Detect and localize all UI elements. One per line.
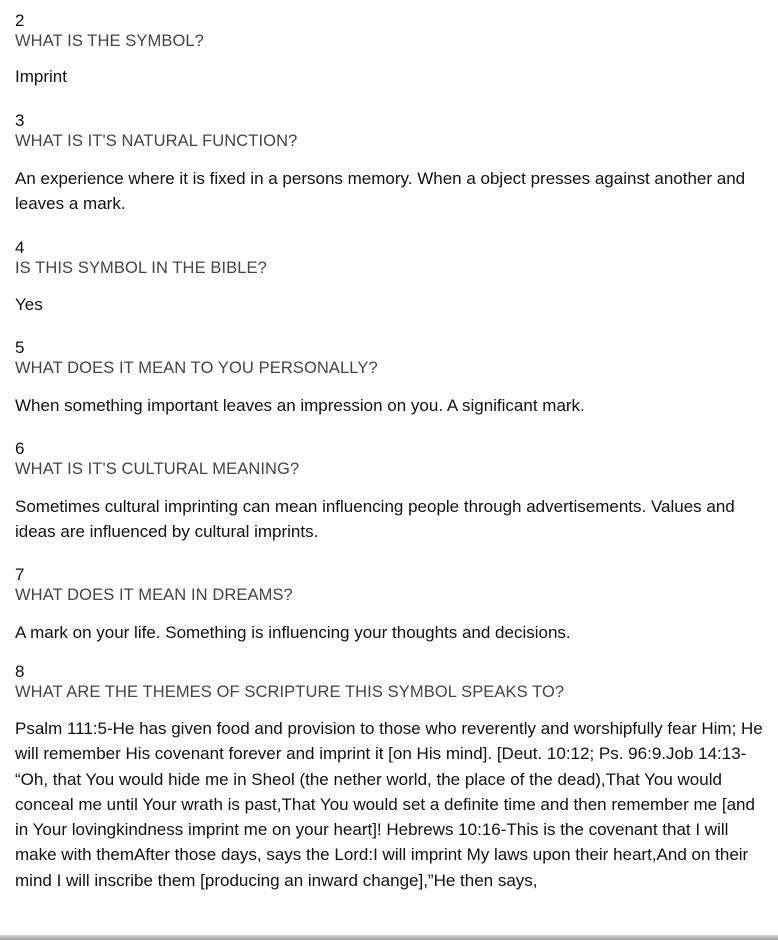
question-label: WHAT ARE THE THEMES OF SCRIPTURE THIS SYMBOL SPEAKS TO? (15, 683, 565, 701)
answer-text: Imprint (15, 67, 67, 86)
qa-item-6 (15, 438, 763, 545)
question-label: WHAT DOES IT MEAN TO YOU PERSONALLY? (15, 359, 378, 377)
answer-text: Psalm 111:5-He has given food and provision to those who reverently and worshipfully fear Him; He will remember His covenant forever and imprint it [on His mind]. [Deut. 10:12; Ps. 96:9.Job 14:13- “Oh, that You would hide me in Sheol (the nether world, the place of the dead),That You would conceal me until Your wrath is past,That You would set a definite time and then remember me [and in Your lovingkindness imprint me on your heart]! Hebrews 10:16-This is the covenant that I will make with themAfter those days, says the Lord:I will imprint My laws upon their heart,And on their mind I will inscribe them [producing an inward change],”He then says, (15, 719, 763, 890)
item-number: 2 (15, 11, 25, 30)
item-number: 3 (15, 110, 25, 130)
qa-item-2 (15, 10, 763, 90)
item-number: 5 (15, 338, 25, 357)
qa-item-5 (15, 337, 763, 419)
qa-item-3 (15, 110, 763, 217)
answer-text: Yes (15, 294, 43, 314)
qa-item-8 (15, 661, 763, 893)
answer-text: When something important leaves an impression on you. A significant mark. (15, 396, 585, 415)
question-label: WHAT IS IT'S NATURAL FUNCTION? (15, 131, 298, 150)
answer-text: An experience where it is fixed in a persons memory. When a object presses against another and leaves a mark. (15, 168, 746, 213)
question-label: WHAT IS IT'S CULTURAL MEANING? (15, 459, 300, 478)
question-label: WHAT DOES IT MEAN IN DREAMS? (15, 585, 293, 604)
item-number: 6 (15, 438, 25, 458)
qa-item-4 (15, 237, 763, 318)
item-number: 8 (15, 662, 25, 681)
item-number: 4 (15, 237, 25, 257)
qa-item-7 (15, 564, 763, 646)
answer-text: A mark on your life. Something is influencing your thoughts and decisions. (15, 622, 571, 642)
question-label: IS THIS SYMBOL IN THE BIBLE? (15, 258, 267, 277)
answer-text: Sometimes cultural imprinting can mean influencing people through advertisements. Values and ideas are influenced by cultural imprints. (15, 496, 735, 541)
item-number: 7 (15, 564, 25, 584)
bottom-edge-shadow (0, 935, 778, 940)
question-label: WHAT IS THE SYMBOL? (15, 32, 204, 50)
qa-list (15, 10, 763, 893)
